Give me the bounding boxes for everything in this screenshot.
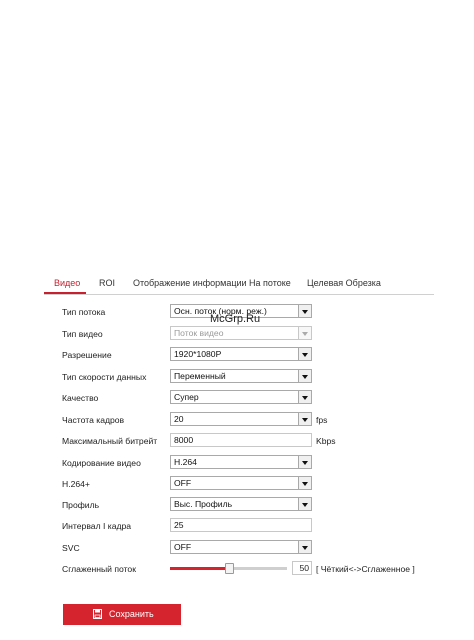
chevron-down-icon[interactable] (298, 370, 311, 382)
stream-type-label: Тип потока (62, 307, 106, 317)
i-frame-interval-label: Интервал I кадра (62, 521, 132, 531)
smoothing-slider-fill (170, 567, 229, 570)
chevron-down-icon[interactable] (298, 348, 311, 360)
profile-value: Выс. Профиль (174, 499, 233, 509)
h264plus-value: OFF (174, 478, 192, 488)
watermark: McGrp.Ru (210, 313, 261, 325)
profile-label: Профиль (62, 500, 100, 510)
active-tab-indicator (44, 292, 86, 294)
frame-rate-label: Частота кадров (62, 415, 125, 425)
h264plus-select[interactable] (170, 476, 312, 490)
svc-select[interactable] (170, 540, 312, 554)
row-svc (62, 540, 442, 556)
chevron-down-icon[interactable] (298, 305, 311, 317)
i-frame-interval-input[interactable] (170, 518, 312, 532)
max-bitrate-input[interactable] (170, 433, 312, 447)
quality-value: Супер (174, 392, 199, 402)
video-type-label: Тип видео (62, 329, 103, 339)
smoothing-label: Сглаженный поток (62, 564, 136, 574)
row-frame-rate (62, 412, 442, 428)
row-smoothing (62, 561, 442, 577)
chevron-down-icon[interactable] (298, 498, 311, 510)
bitrate-type-value: Переменный (174, 371, 226, 381)
smoothing-slider-handle[interactable] (225, 563, 234, 574)
video-type-select (170, 326, 312, 340)
video-encoding-select[interactable] (170, 455, 312, 469)
row-quality (62, 390, 442, 406)
chevron-down-icon[interactable] (298, 456, 311, 468)
resolution-select[interactable] (170, 347, 312, 361)
resolution-label: Разрешение (62, 350, 112, 360)
save-button[interactable] (63, 604, 181, 625)
frame-rate-select[interactable] (170, 412, 312, 426)
row-bitrate-type (62, 369, 442, 385)
chevron-down-icon[interactable] (298, 477, 311, 489)
quality-select[interactable] (170, 390, 312, 404)
max-bitrate-unit: Kbps (316, 436, 336, 446)
video-encoding-value: H.264 (174, 457, 197, 467)
chevron-down-icon[interactable] (298, 391, 311, 403)
svc-value: OFF (174, 542, 192, 552)
smoothing-value[interactable]: 50 (292, 561, 312, 575)
i-frame-interval-value: 25 (174, 520, 184, 530)
smoothing-hint: [ Чёткий<->Сглаженное ] (316, 564, 415, 574)
video-type-value: Поток видео (174, 328, 224, 338)
smoothing-slider[interactable] (170, 567, 287, 570)
profile-select[interactable] (170, 497, 312, 511)
tab-video[interactable]: Видео (54, 278, 81, 288)
resolution-value: 1920*1080P (174, 349, 222, 359)
row-video-encoding (62, 455, 442, 471)
chevron-down-icon[interactable] (298, 413, 311, 425)
row-h264plus (62, 476, 442, 492)
floppy-disk-icon (93, 609, 102, 619)
row-profile (62, 497, 442, 513)
row-i-frame-interval (62, 518, 442, 534)
tab-target-crop[interactable]: Целевая Обрезка (307, 278, 381, 288)
h264plus-label: H.264+ (62, 479, 90, 489)
video-encoding-label: Кодирование видео (62, 458, 141, 468)
row-resolution (62, 347, 442, 363)
max-bitrate-label: Максимальный битрейт (62, 436, 158, 446)
row-max-bitrate (62, 433, 442, 449)
tab-osd[interactable]: Отображение информации На потоке (133, 278, 291, 288)
frame-rate-value: 20 (174, 414, 184, 424)
quality-label: Качество (62, 393, 99, 403)
row-video-type (62, 326, 442, 342)
chevron-down-icon[interactable] (298, 541, 311, 553)
save-button-label: Сохранить (109, 609, 154, 619)
tab-bar (44, 272, 434, 295)
stream-type-value: Осн. поток (норм. реж.) (174, 306, 267, 316)
frame-rate-unit: fps (316, 415, 328, 425)
chevron-down-icon (298, 327, 311, 339)
bitrate-type-label: Тип скорости данных (62, 372, 147, 382)
tab-roi[interactable]: ROI (99, 278, 116, 288)
bitrate-type-select[interactable] (170, 369, 312, 383)
svc-label: SVC (62, 543, 80, 553)
max-bitrate-value: 8000 (174, 435, 194, 445)
